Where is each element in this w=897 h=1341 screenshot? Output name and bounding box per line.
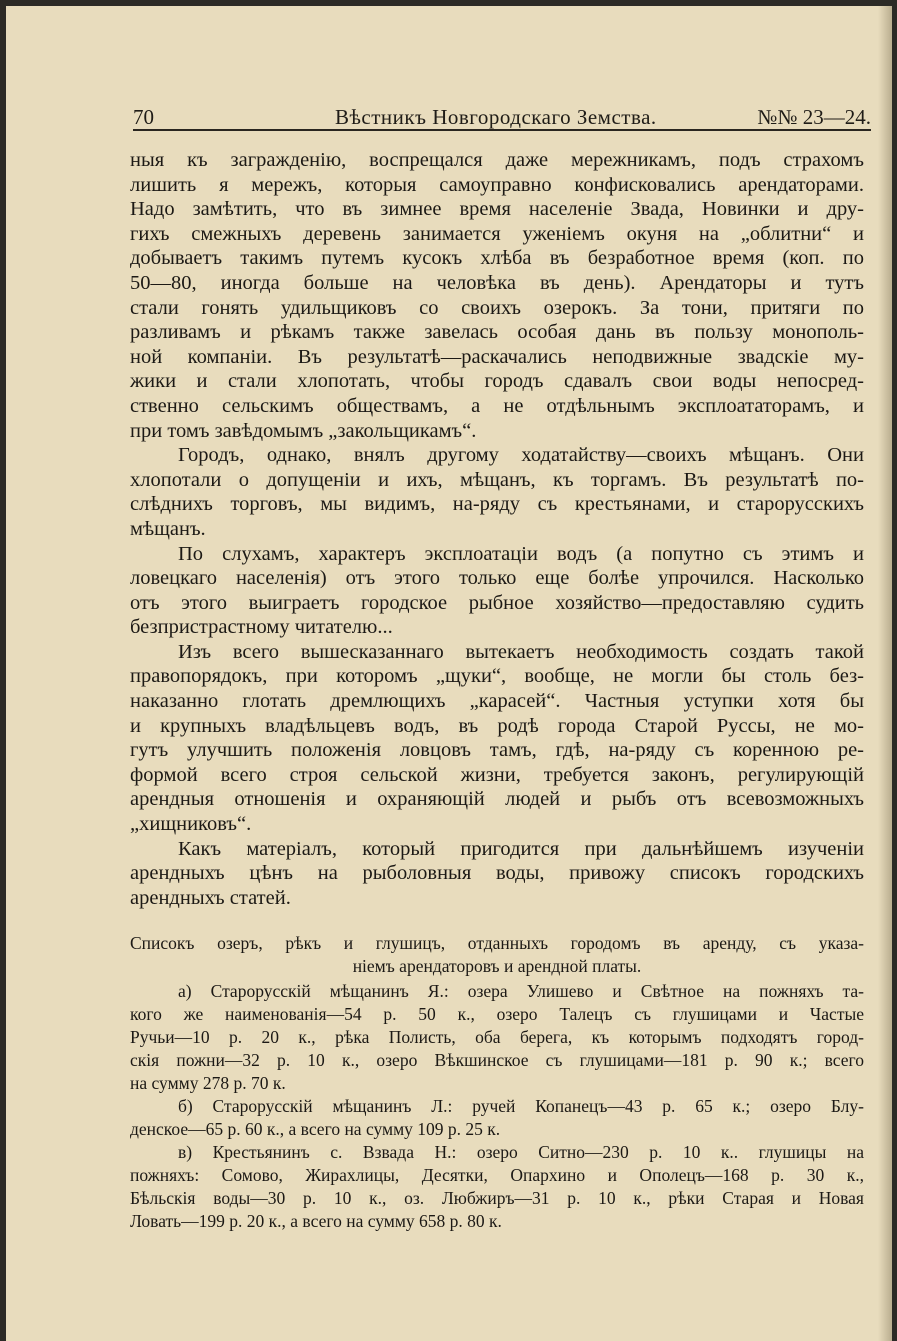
body-line: разливамъ и рѣкамъ также завелась особая дань въ пользу монополь- xyxy=(130,321,864,344)
lease-list xyxy=(130,980,864,1233)
list-line: Ручьи—10 р. 20 к., рѣка Полисть, оба берега, къ которымъ подходятъ город- xyxy=(130,1027,864,1047)
body-line: арендныя отношенія и охраняющій людей и рыбъ отъ всевозможныхъ xyxy=(130,788,864,811)
body-line: арендныхъ статей. xyxy=(130,886,291,909)
body-line: слѣднихъ торговъ, мы видимъ, на-ряду съ крестьянами, и старорусскихъ xyxy=(130,493,864,516)
body-line: и крупныхъ владѣльцевъ водъ, въ родѣ города Старой Руссы, не мо- xyxy=(130,714,864,737)
body-line: Городъ, однако, внялъ другому ходатайству—своихъ мѣщанъ. Они xyxy=(178,444,864,467)
body-line: ныя къ загражденію, воспрещался даже мережникамъ, подъ страхомъ xyxy=(130,149,864,171)
body-line: По слухамъ, характеръ эксплоатаціи водъ (а попутно съ этимъ и xyxy=(178,542,864,565)
body-line: Какъ матеріалъ, который пригодится при дальнѣйшемъ изученіи xyxy=(178,837,864,860)
list-line: а) Старорусскій мѣщанинъ Я.: озера Улишево и Свѣтное на пожняхъ та- xyxy=(178,981,864,1001)
list-line: денское—65 р. 60 к., а всего на сумму 109 р. 25 к. xyxy=(130,1119,501,1139)
list-line: скія пожни—32 р. 10 к., озеро Вѣкшинское съ глушицами—181 р. 90 к.; всего xyxy=(130,1050,864,1070)
body-line: стали гонять удильщиковъ со своихъ озерокъ. За тони, притяги по xyxy=(130,296,864,319)
page-number: 70 xyxy=(133,105,154,129)
body-line: безпристрастному читателю... xyxy=(130,616,393,639)
list-heading xyxy=(130,932,864,978)
body-line: формой всего строя сельской жизни, требуется законъ, регулирующій xyxy=(130,763,864,786)
list-heading-line: ніемъ арендаторовъ и арендной платы. xyxy=(352,956,642,976)
list-line: б) Старорусскій мѣщанинъ Л.: ручей Копанецъ—43 р. 65 к.; озеро Блу- xyxy=(178,1096,864,1116)
list-line: кого же наименованія—54 р. 50 к., озеро Талецъ съ глушицами и Частые xyxy=(130,1004,864,1024)
body-line: ловецкаго населенія) отъ этого только еще болѣе упрочился. Насколько xyxy=(130,567,864,590)
list-heading-line: Списокъ озеръ, рѣкъ и глушицъ, отданныхъ городомъ въ аренду, съ указа- xyxy=(130,933,864,953)
body-line: добываетъ такимъ путемъ кусокъ хлѣба въ безработное время (коп. по xyxy=(130,247,864,270)
body-line: арендныхъ цѣнъ на рыболовныя воды, привожу списокъ городскихъ xyxy=(130,862,864,885)
body-line: правопорядокъ, при которомъ „щуки“, вообще, не могли бы столь без- xyxy=(130,665,864,688)
list-line: Бѣльскія воды—30 р. 10 к., оз. Любжиръ—31 р. 10 к., рѣки Старая и Новая xyxy=(130,1188,864,1208)
journal-title: Вѣстникъ Новгородскаго Земства. xyxy=(335,105,657,129)
body-line: хлопотали о допущеніи и ихъ, мѣщанъ, къ торгамъ. Въ результатѣ по- xyxy=(130,468,864,491)
body-line: ной компаніи. Въ результатѣ—раскачались неподвижные звадскіе му- xyxy=(130,345,864,368)
body-line: отъ этого выиграетъ городское рыбное хозяйство—предоставляю судить xyxy=(130,591,864,614)
body-line: „хищниковъ“. xyxy=(130,813,252,836)
body-line: Надо замѣтить, что въ зимнее время населеніе Звада, Новинки и дру- xyxy=(130,198,864,221)
body-line: мѣщанъ. xyxy=(130,517,206,540)
body-line: 50—80, иногда больше на человѣка въ день). Арендаторы и тутъ xyxy=(130,271,864,294)
body-line: гутъ улучшить положенія ловцовъ тамъ, гдѣ, на-ряду съ коренною ре- xyxy=(130,739,864,762)
body-line: гихъ смежныхъ деревень занимается уженіемъ окуня на „облитни“ и xyxy=(130,222,864,245)
list-line: пожняхъ: Сомово, Жирахлицы, Десятки, Опархино и Ополецъ—168 р. 30 к., xyxy=(130,1165,864,1185)
body-line: ственно сельскимъ обществамъ, а не отдѣльнымъ эксплоататорамъ, и xyxy=(130,394,864,417)
list-line: Ловать—199 р. 20 к., а всего на сумму 658 р. 80 к. xyxy=(130,1211,502,1231)
header-rule xyxy=(133,129,871,131)
body-text xyxy=(130,148,864,910)
body-line: жики и стали хлопотать, чтобы городъ сдавалъ свои воды непосред- xyxy=(130,370,864,393)
body-line: Изъ всего вышесказаннаго вытекаетъ необходимость создать такой xyxy=(178,640,864,663)
body-line: лишить я мережъ, которыя самоуправно конфисковались арендаторами. xyxy=(130,173,864,196)
list-line: на сумму 278 р. 70 к. xyxy=(130,1073,286,1093)
body-line: при томъ завѣдомымъ „закольщикамъ“. xyxy=(130,419,477,442)
body-line: наказанно глотать дремлющихъ „карасей“. Частныя уступки хотя бы xyxy=(130,690,864,713)
running-header xyxy=(133,101,871,131)
list-line: в) Крестьянинъ с. Взвада Н.: озеро Ситно—230 р. 10 к.. глушицы на xyxy=(178,1142,864,1162)
issue-number: №№ 23—24. xyxy=(757,105,871,129)
